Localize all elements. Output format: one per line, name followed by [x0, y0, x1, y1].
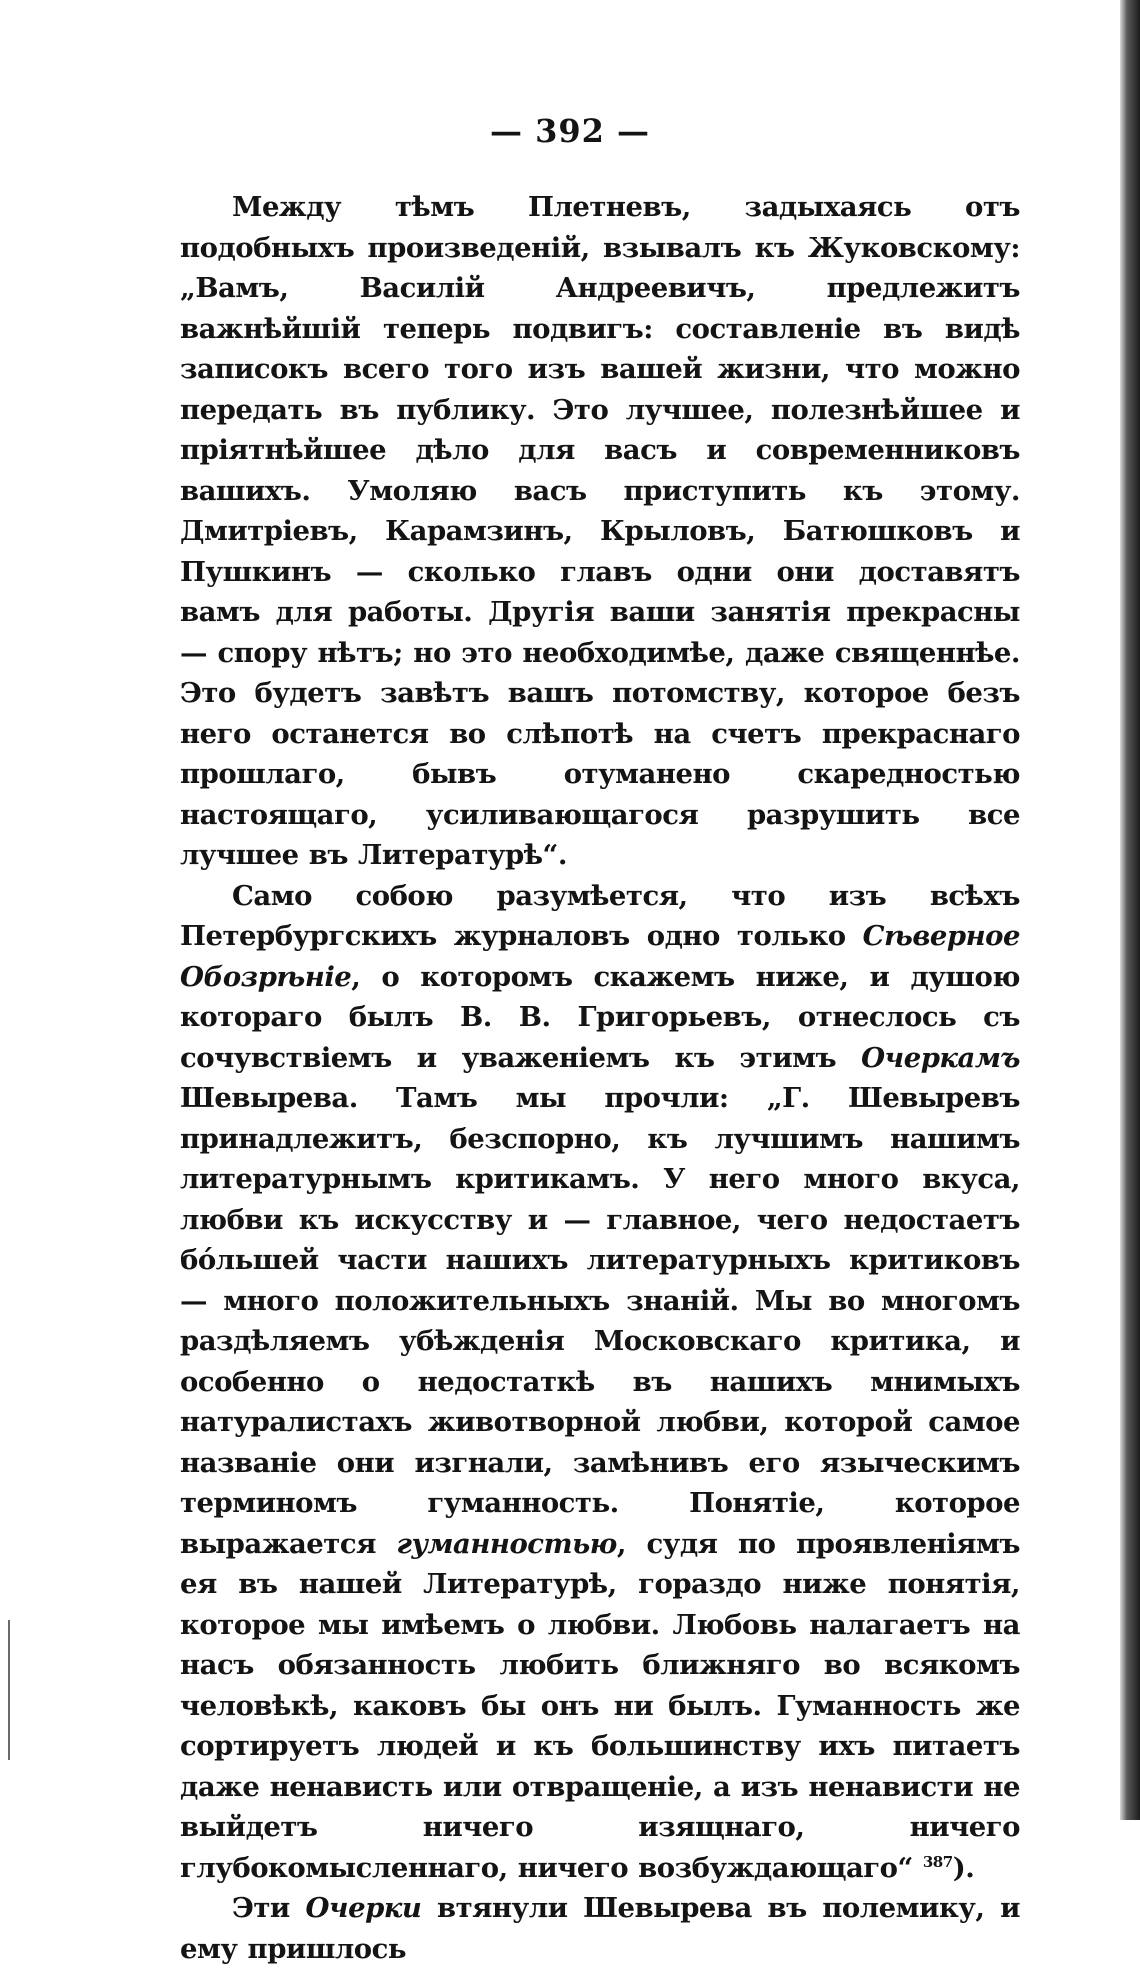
scan-edge-shadow: [1120, 0, 1140, 1820]
text-run: Шевырева. Тамъ мы прочли: „Г. Шевыревъ принадлежитъ, безспорно, къ лучшимъ нашимъ литературнымъ критикамъ. У него много вкуса, любви къ искусству и — главное, чего недостаетъ бо́льшей части нашихъ литературныхъ критиковъ — много положительныхъ знаній. Мы во многомъ раздѣляемъ убѣжденія Московскаго критика, и особенно о недостаткѣ въ нашихъ мнимыхъ натуралистахъ животворной любви, которой самое названіе они изгнали, замѣнивъ его языческимъ терминомъ гуманность. Понятіе, которое выражается: [180, 1082, 1020, 1560]
paragraph: [180, 187, 1020, 876]
paragraph: [180, 876, 1020, 1889]
text-run: втянули Шевырева въ полемику, и ему пришлось: [180, 1892, 1021, 1965]
body-text: [180, 187, 1020, 1969]
paragraph: [180, 1888, 1020, 1969]
italic-title: Очерки: [305, 1892, 422, 1924]
italic-title: Очеркамъ: [861, 1041, 1020, 1074]
text-run: Между тѣмъ Плетневъ, задыхаясь отъ подобныхъ произведеній, взывалъ къ Жуковскому: „Вамъ, Василій Андреевичъ, предлежитъ важнѣйшій теперь подвигъ: составленіе въ видѣ записокъ всего того изъ вашей жизни, что можно передать въ публику. Это лучшее, полезнѣйшее и пріятнѣйшее дѣло для васъ и современниковъ вашихъ. Умоляю васъ приступить къ этому. Дмитріевъ, Карамзинъ, Крыловъ, Батюшковъ и Пушкинъ — сколько главъ одни они доставятъ вамъ для работы. Другія ваши занятія прекрасны — спору нѣтъ; но это необходимѣе, даже священнѣе. Это будетъ завѣтъ вашъ потомству, которое безъ него останется во слѣпотѣ на счетъ прекраснаго прошлаго, бывъ отуманено скаредностью настоящаго, усиливающагося разрушить все лучшее въ Литературѣ“.: [180, 191, 1020, 871]
italic-title: гуманностью: [396, 1527, 617, 1560]
text-run: ).: [952, 1851, 975, 1884]
text-run: , о которомъ скажемъ ниже, и душою котораго былъ В. В. Григорьевъ, отнеслось съ сочувствіемъ и уваженіемъ къ этимъ: [180, 960, 1020, 1074]
italic-title: Сѣверное Обозрѣніе: [180, 920, 1020, 993]
footnote-ref: 387: [922, 1852, 953, 1871]
text-run: , судя по проявленіямъ ея въ нашей Литературѣ, гораздо ниже понятія, которое мы имѣемъ о любви. Любовь налагаетъ на насъ обязанность любить ближняго во всякомъ человѣкѣ, каковъ бы онъ ни былъ. Гуманность же сортируетъ людей и къ большинству ихъ питаетъ даже ненависть или отвращеніе, а изъ ненависти не выйдетъ ничего изящнаго, ничего глубокомысленнаго, ничего возбуждающаго“: [180, 1527, 1020, 1884]
page-number: — 392 —: [489, 112, 651, 150]
text-run: Само собою разумѣется, что изъ всѣхъ Петербургскихъ журналовъ одно только: [180, 879, 1020, 952]
margin-marks: [8, 1620, 18, 1760]
text-run: Эти: [232, 1892, 306, 1924]
